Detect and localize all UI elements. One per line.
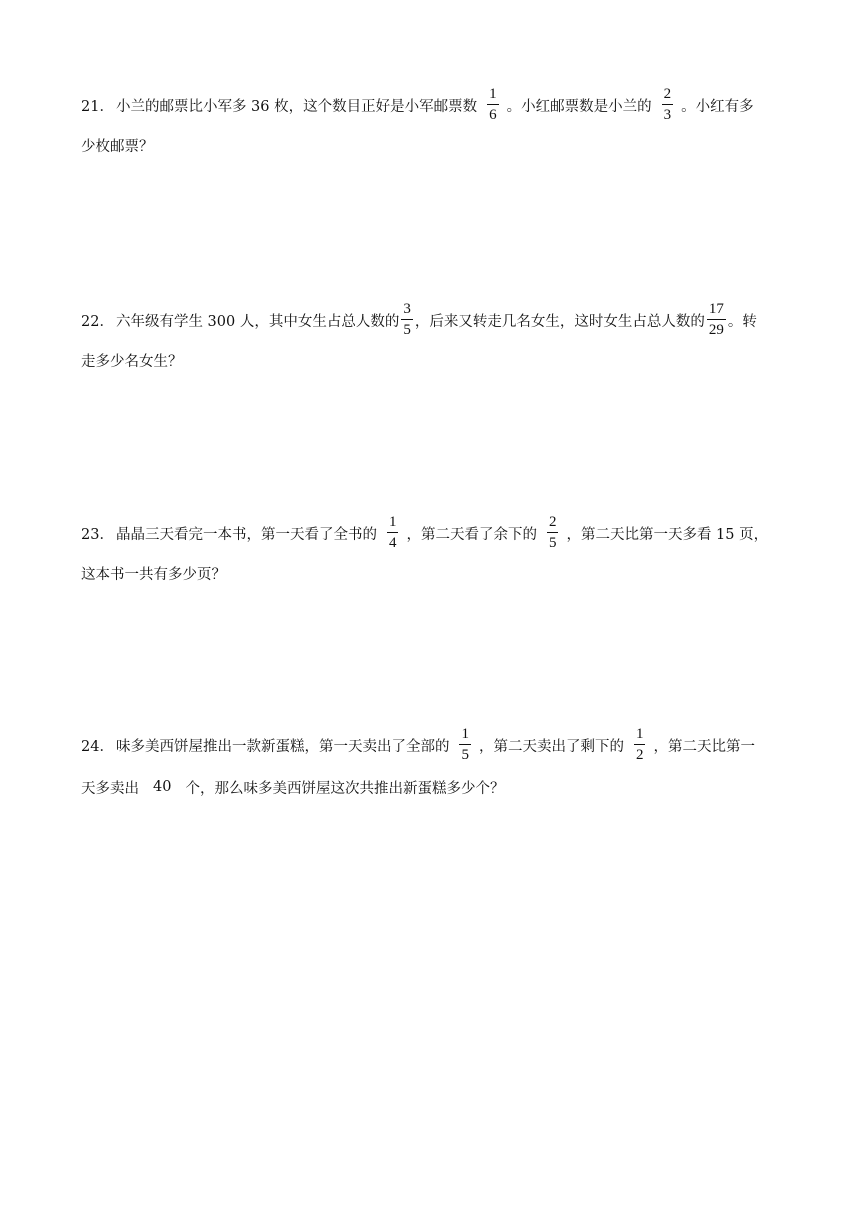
- fraction-denominator: 5: [459, 744, 471, 763]
- problem-text: ，第二天比第一天多看 15 页，: [566, 526, 769, 543]
- problem-text: 六年级有学生 300 人，其中女生占总人数的: [115, 313, 400, 330]
- fraction: [487, 87, 499, 123]
- fraction: [547, 515, 559, 551]
- problem-text: ，第二天比第一: [653, 738, 755, 755]
- fraction: [662, 87, 674, 123]
- problem-number: 23．: [81, 526, 114, 543]
- problem-23-line-2: [81, 551, 226, 595]
- fraction: [707, 302, 726, 338]
- problem-24-line-2: [81, 765, 504, 809]
- problem-number: 21．: [81, 98, 114, 115]
- problem-text: 小兰的邮票比小军多 36 枚，这个数目正好是小军邮票数: [115, 98, 478, 115]
- problem-text: 。转: [727, 313, 757, 330]
- problem-number: 22．: [81, 313, 114, 330]
- problem-text: 晶晶三天看完一本书，第一天看了全书的: [115, 526, 377, 543]
- fraction-denominator: 4: [387, 532, 399, 551]
- fraction-numerator: 1: [461, 726, 469, 742]
- problem-24-line-1: [81, 723, 755, 767]
- fraction-numerator: 17: [708, 301, 724, 317]
- problem-text: ，第二天卖出了剩下的: [478, 738, 624, 755]
- fraction: [401, 302, 413, 338]
- problem-text: 少枚邮票？: [81, 138, 154, 155]
- fraction: [459, 727, 471, 763]
- fraction-denominator: 2: [634, 744, 646, 763]
- fraction-denominator: 5: [401, 319, 413, 338]
- problem-text: ，第二天看了余下的: [406, 526, 537, 543]
- fraction-denominator: 29: [707, 319, 726, 338]
- fraction-numerator: 1: [635, 726, 644, 742]
- problem-text: 。小红有多: [681, 98, 754, 115]
- fraction: [634, 727, 646, 763]
- fraction-denominator: 6: [487, 104, 499, 123]
- fraction-numerator: 2: [663, 86, 672, 102]
- fraction: [387, 515, 399, 551]
- fraction-numerator: 1: [489, 86, 497, 102]
- problem-21-line-1: [81, 83, 754, 127]
- problem-text: 味多美西饼屋推出一款新蛋糕，第一天卖出了全部的: [115, 738, 450, 755]
- problem-number: 24．: [81, 738, 114, 755]
- problem-22-line-1: [81, 298, 757, 342]
- fraction-numerator: 3: [403, 301, 411, 317]
- fraction-numerator: 2: [548, 514, 557, 530]
- problem-text: 这本书一共有多少页？: [81, 566, 226, 583]
- fraction-denominator: 5: [547, 532, 559, 551]
- problem-text: 天多卖出: [81, 780, 139, 797]
- problem-22-line-2: [81, 338, 183, 382]
- problem-23-line-1: [81, 511, 768, 555]
- fraction-numerator: 1: [388, 514, 397, 530]
- problem-text: 。小红邮票数是小兰的: [506, 98, 652, 115]
- problem-text: ，后来又转走几名女生，这时女生占总人数的: [414, 313, 705, 330]
- problem-quantity: 40: [153, 779, 172, 795]
- problem-text: 个，那么味多美西饼屋这次共推出新蛋糕多少个？: [185, 780, 505, 797]
- fraction-denominator: 3: [662, 104, 674, 123]
- problem-21-line-2: [81, 123, 154, 167]
- problem-text: 走多少名女生？: [81, 353, 183, 370]
